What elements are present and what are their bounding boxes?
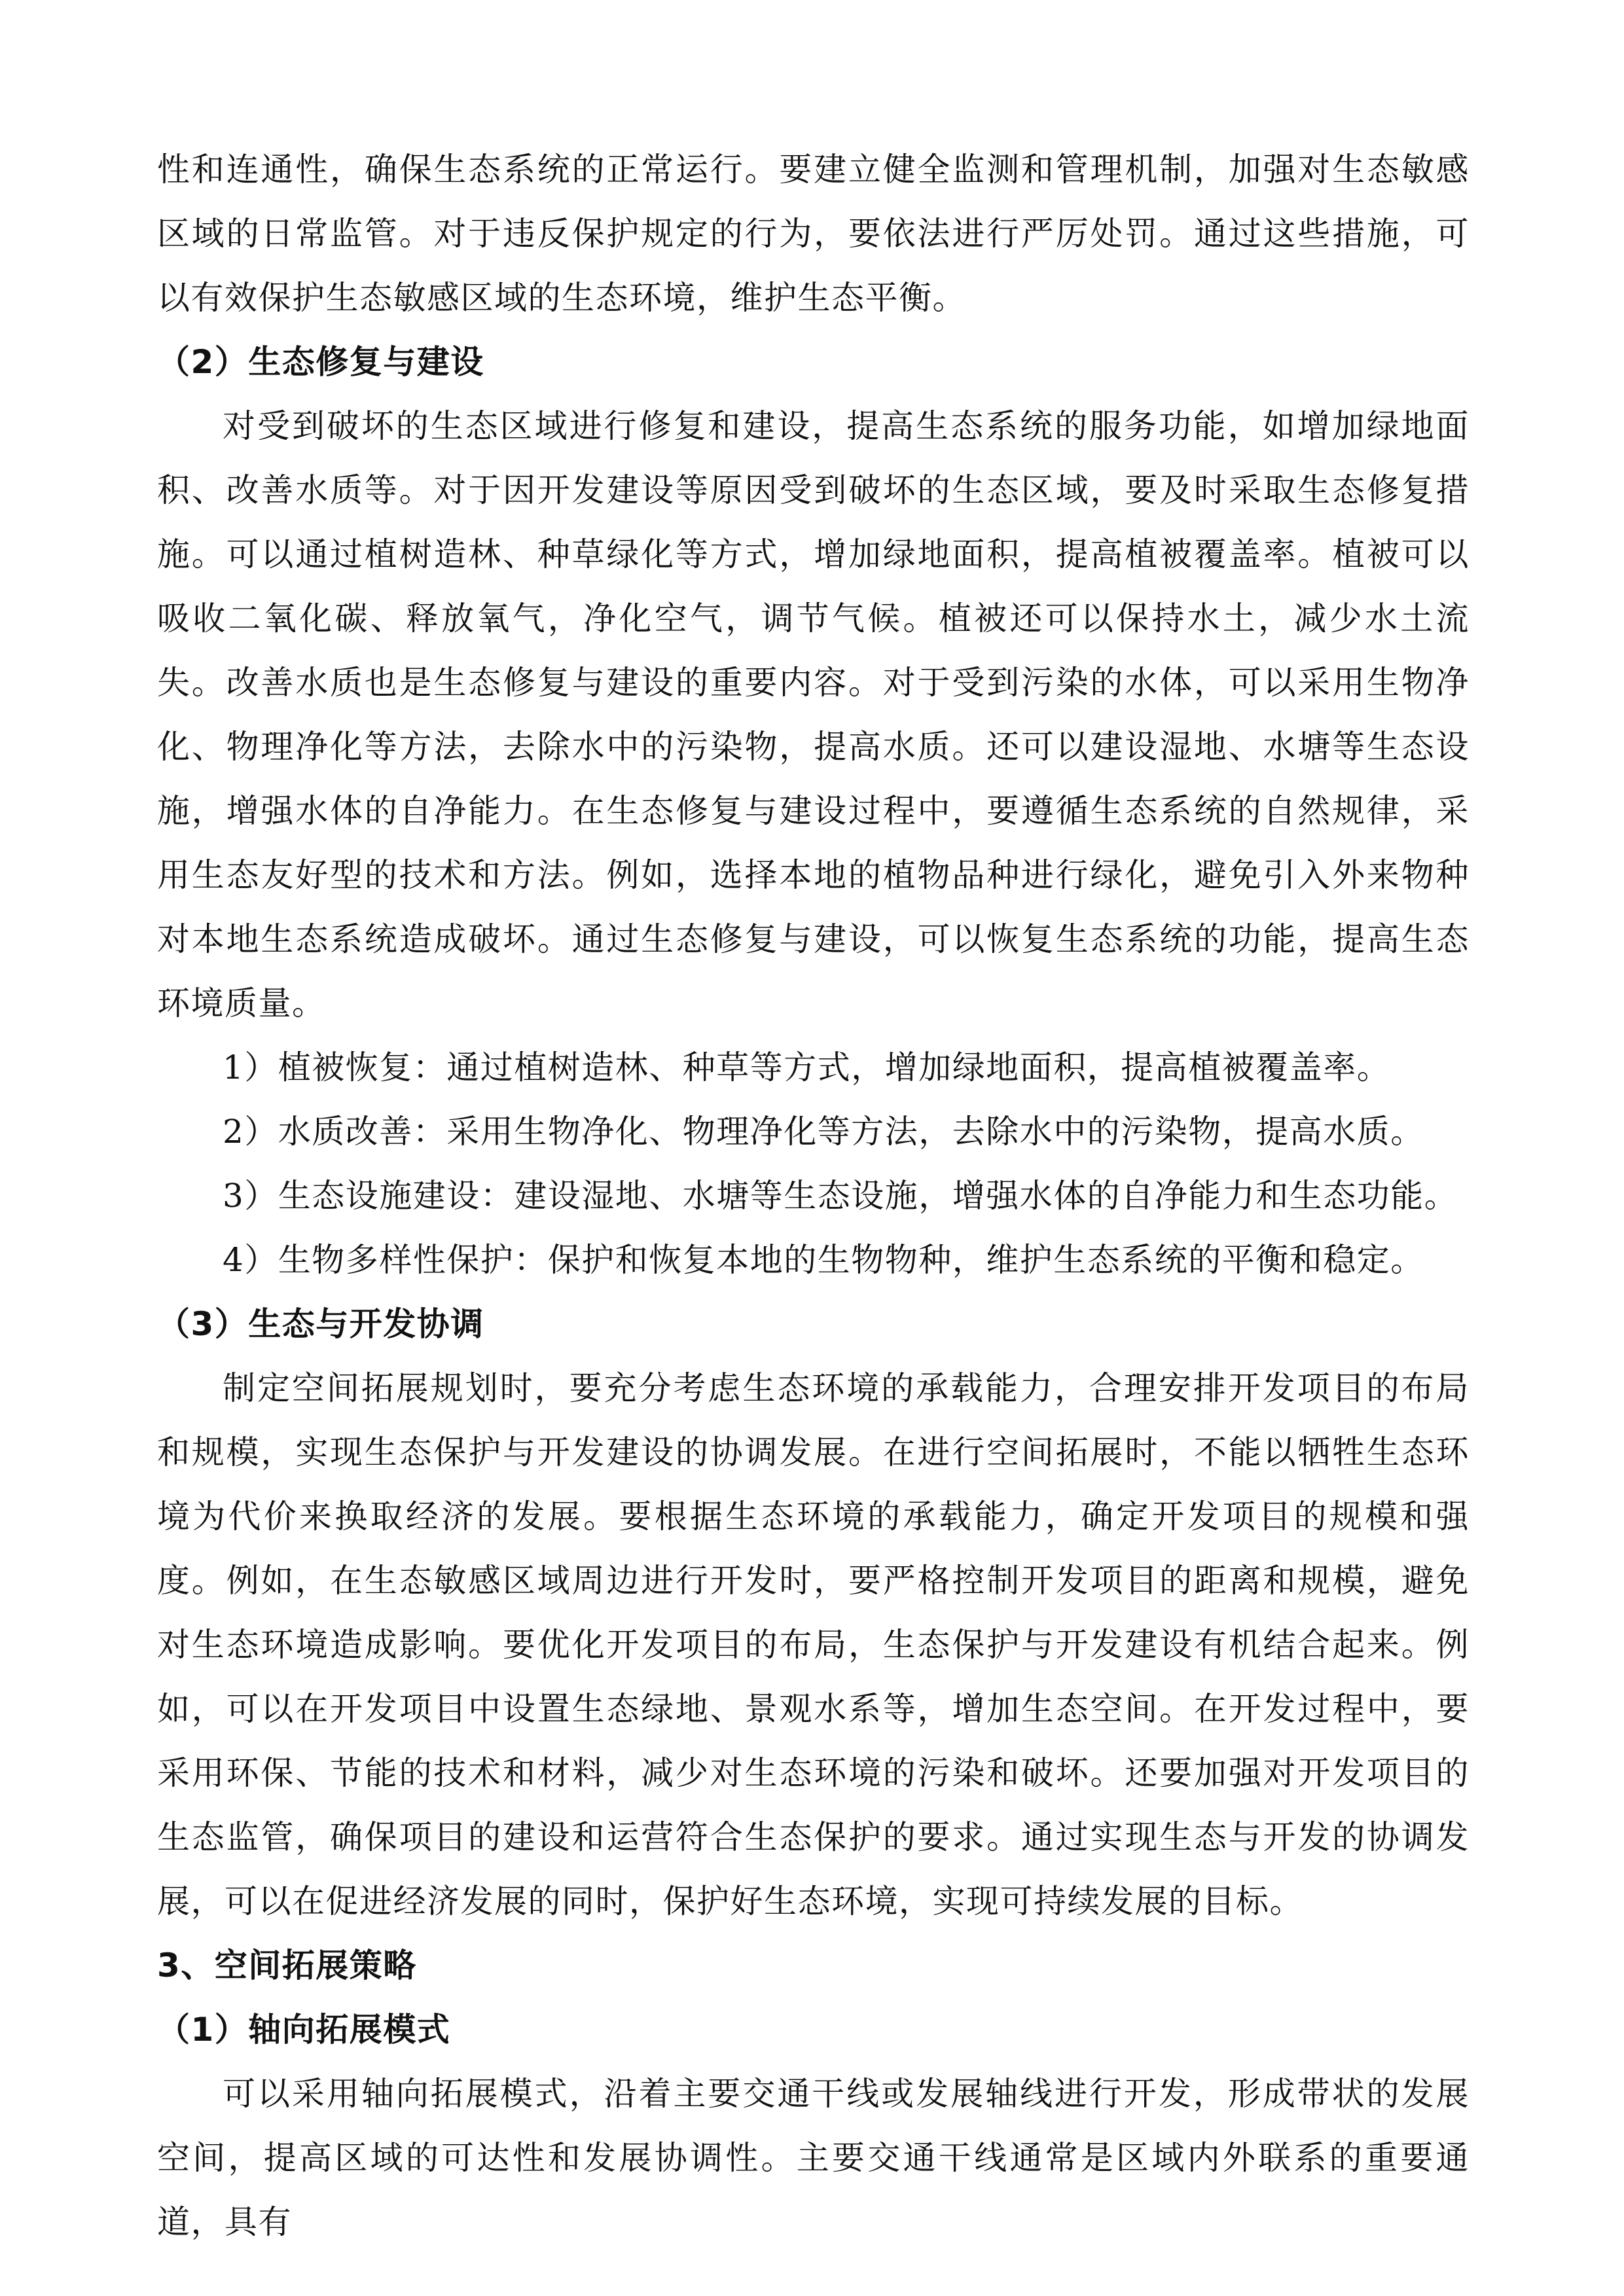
section-heading-axial-expansion: （1）轴向拓展模式 (157, 2011, 451, 2049)
list-item-water-quality: 2）水质改善：采用生物净化、物理净化等方法，去除水中的污染物，提高水质。 (223, 1113, 1424, 1151)
paragraph-ecology-development: 制定空间拓展规划时，要充分考虑生态环境的承载能力，合理安排开发项目的布局和规模，实现生态保护与开发建设的协调发展。在进行空间拓展时，不能以牺牲生态环境为代价来换取经济的发展。要根据生态环境的承载能力，确定开发项目的规模和强度。例如，在生态敏感区域周边进行开发时，要严格控制开发项目的距离和规模，避免对生态环境造成影响。要优化开发项目的布局，生态保护与开发建设有机结合起来。例如，可以在开发项目中设置生态绿地、景观水系等，增加生态空间。在开发过程中，要采用环保、节能的技术和材料，减少对生态环境的污染和破坏。还要加强对开发项目的生态监管，确保项目的建设和运营符合生态保护的要求。通过实现生态与开发的协调发展，可以在促进经济发展的同时，保护好生态环境，实现可持续发展的目标。 (157, 1369, 1470, 1920)
section-heading-spatial-strategy: 3、空间拓展策略 (157, 1946, 417, 1984)
list-item-vegetation-recovery: 1）植被恢复：通过植树造林、种草等方式，增加绿地面积，提高植被覆盖率。 (223, 1049, 1391, 1086)
document-page (157, 137, 1470, 2254)
list-item-biodiversity: 4）生物多样性保护：保护和恢复本地的生物物种，维护生态系统的平衡和稳定。 (223, 1241, 1424, 1279)
list-item-ecological-facilities: 3）生态设施建设：建设湿地、水塘等生态设施，增强水体的自净能力和生态功能。 (223, 1177, 1458, 1215)
paragraph-axial-expansion: 可以采用轴向拓展模式，沿着主要交通干线或发展轴线进行开发，形成带状的发展空间，提高区域的可达性和发展协调性。主要交通干线通常是区域内外联系的重要通道，具有 (157, 2075, 1470, 2241)
paragraph-ecological-restoration: 对受到破坏的生态区域进行修复和建设，提高生态系统的服务功能，如增加绿地面积、改善水质等。对于因开发建设等原因受到破坏的生态区域，要及时采取生态修复措施。可以通过植树造林、种草绿化等方式，增加绿地面积，提高植被覆盖率。植被可以吸收二氧化碳、释放氧气，净化空气，调节气候。植被还可以保持水土，减少水土流失。改善水质也是生态修复与建设的重要内容。对于受到污染的水体，可以采用生物净化、物理净化等方法，去除水中的污染物，提高水质。还可以建设湿地、水塘等生态设施，增强水体的自净能力。在生态修复与建设过程中，要遵循生态系统的自然规律，采用生态友好型的技术和方法。例如，选择本地的植物品种进行绿化，避免引入外来物种对本地生态系统造成破坏。通过生态修复与建设，可以恢复生态系统的功能，提高生态环境质量。 (157, 407, 1470, 1022)
section-heading-ecological-restoration: （2）生态修复与建设 (157, 343, 484, 381)
paragraph-continuation: 性和连通性，确保生态系统的正常运行。要建立健全监测和管理机制，加强对生态敏感区域的日常监管。对于违反保护规定的行为，要依法进行严厉处罚。通过这些措施，可以有效保护生态敏感区域的生态环境，维护生态平衡。 (157, 151, 1470, 317)
section-heading-ecology-development: （3）生态与开发协调 (157, 1305, 484, 1343)
